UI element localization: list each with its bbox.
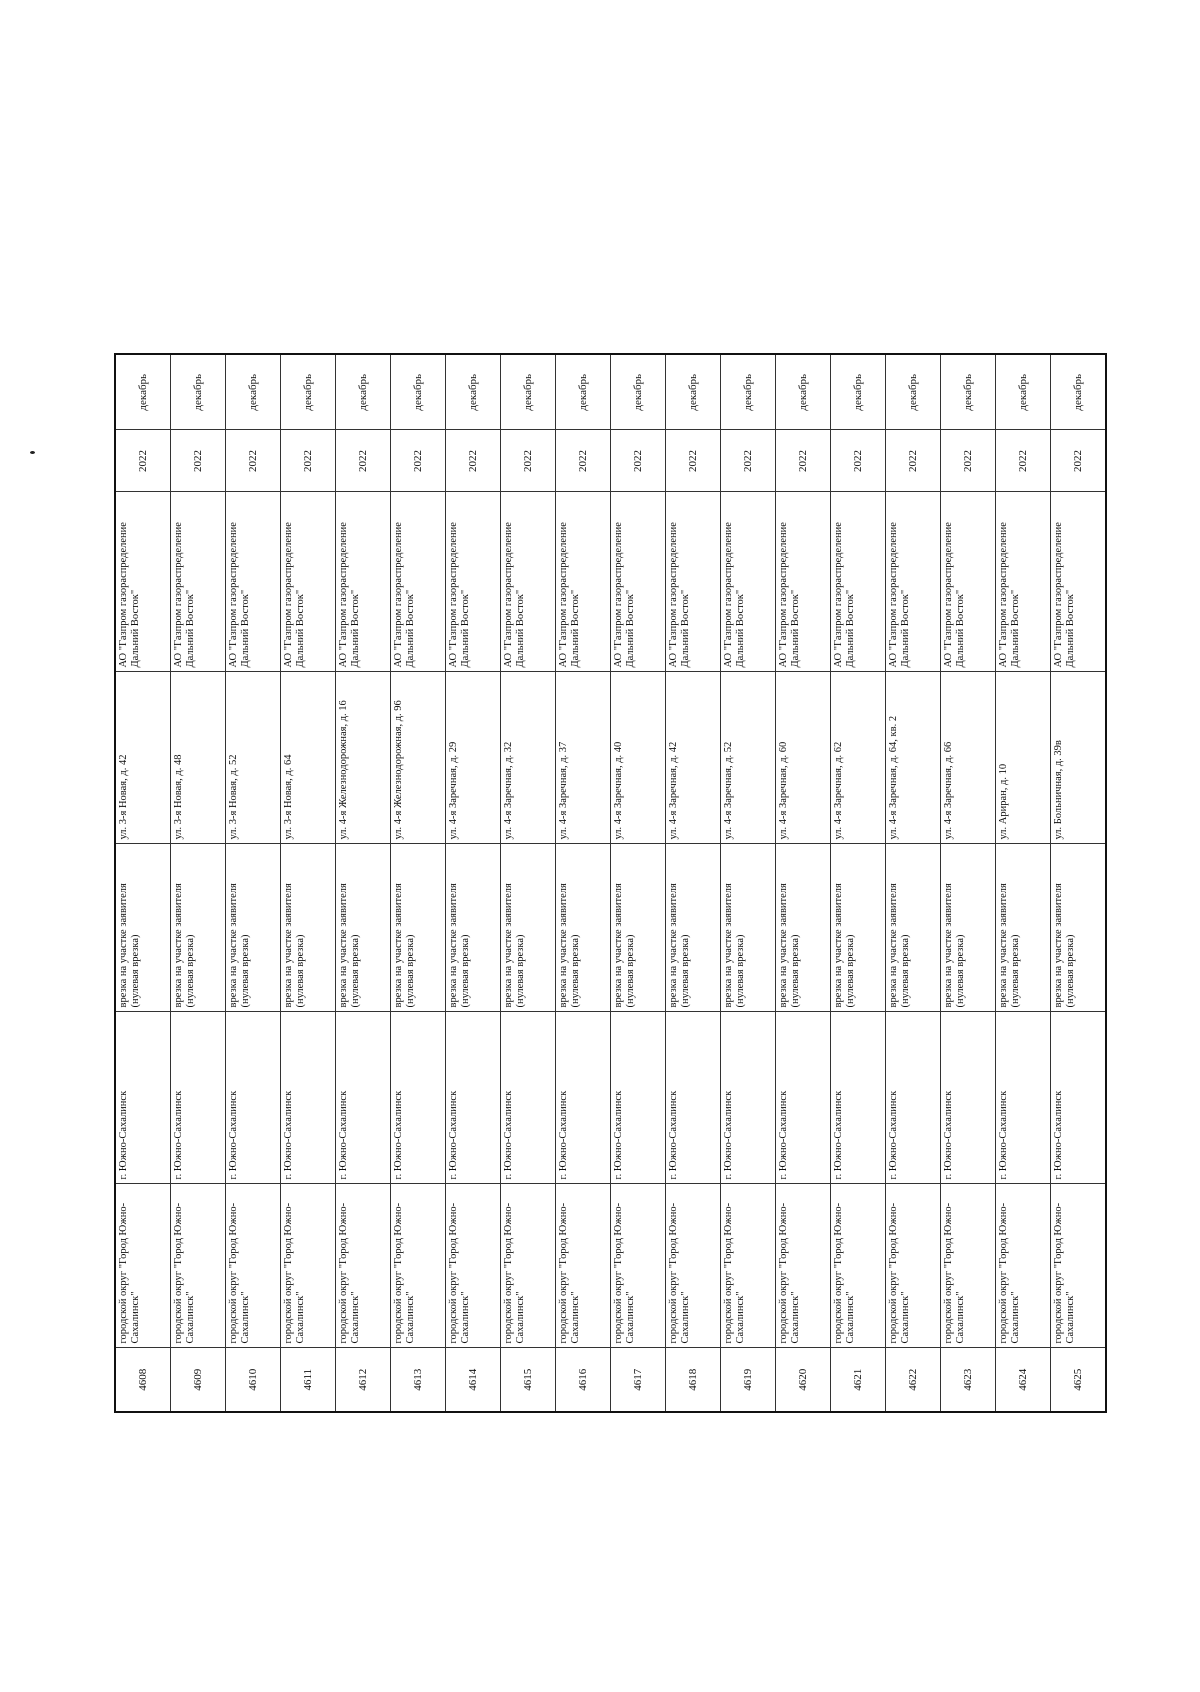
month-cell: декабрь bbox=[886, 354, 941, 430]
work-type-cell: врезка на участке заявителя (нулевая врезка) bbox=[115, 844, 171, 1012]
work-type-cell: врезка на участке заявителя (нулевая врезка) bbox=[721, 844, 776, 1012]
municipality-cell: городской округ "Город Южно-Сахалинск" bbox=[501, 1184, 556, 1348]
table-row bbox=[556, 354, 611, 1412]
work-type-cell: врезка на участке заявителя (нулевая врезка) bbox=[501, 844, 556, 1012]
locality-cell: г. Южно-Сахалинск bbox=[501, 1012, 556, 1184]
row-number: 4615 bbox=[501, 1348, 556, 1412]
address-cell: ул. 4-я Заречная, д. 42 bbox=[666, 672, 721, 844]
address-cell: ул. 4-я Железнодорожная, д. 16 bbox=[336, 672, 391, 844]
month-cell: декабрь bbox=[776, 354, 831, 430]
year-cell: 2022 bbox=[996, 430, 1051, 492]
organization-cell: АО "Газпром газораспределение Дальний Восток" bbox=[501, 492, 556, 672]
row-number: 4618 bbox=[666, 1348, 721, 1412]
municipality-cell: городской округ "Город Южно-Сахалинск" bbox=[391, 1184, 446, 1348]
locality-cell: г. Южно-Сахалинск bbox=[171, 1012, 226, 1184]
row-number: 4613 bbox=[391, 1348, 446, 1412]
month-cell: декабрь bbox=[996, 354, 1051, 430]
address-cell: ул. 4-я Заречная, д. 64, кв. 2 bbox=[886, 672, 941, 844]
year-cell: 2022 bbox=[226, 430, 281, 492]
month-cell: декабрь bbox=[501, 354, 556, 430]
municipality-cell: городской округ "Город Южно-Сахалинск" bbox=[776, 1184, 831, 1348]
table-row bbox=[226, 354, 281, 1412]
organization-cell: АО "Газпром газораспределение Дальний Восток" bbox=[556, 492, 611, 672]
month-cell: декабрь bbox=[226, 354, 281, 430]
address-cell: ул. 4-я Заречная, д. 62 bbox=[831, 672, 886, 844]
year-cell: 2022 bbox=[721, 430, 776, 492]
work-type-cell: врезка на участке заявителя (нулевая врезка) bbox=[336, 844, 391, 1012]
table-row bbox=[115, 354, 171, 1412]
locality-cell: г. Южно-Сахалинск bbox=[721, 1012, 776, 1184]
address-cell: ул. 4-я Заречная, д. 32 bbox=[501, 672, 556, 844]
organization-cell: АО "Газпром газораспределение Дальний Восток" bbox=[115, 492, 171, 672]
year-cell: 2022 bbox=[1051, 430, 1107, 492]
year-cell: 2022 bbox=[171, 430, 226, 492]
month-cell: декабрь bbox=[281, 354, 336, 430]
locality-cell: г. Южно-Сахалинск bbox=[226, 1012, 281, 1184]
scan-mark bbox=[30, 451, 35, 454]
gas-connection-registry-table bbox=[114, 353, 1107, 1413]
address-cell: ул. Больничная, д. 39в bbox=[1051, 672, 1107, 844]
work-type-cell: врезка на участке заявителя (нулевая врезка) bbox=[226, 844, 281, 1012]
month-cell: декабрь bbox=[556, 354, 611, 430]
table-row bbox=[611, 354, 666, 1412]
organization-cell: АО "Газпром газораспределение Дальний Восток" bbox=[941, 492, 996, 672]
row-number: 4620 bbox=[776, 1348, 831, 1412]
table-row bbox=[831, 354, 886, 1412]
month-cell: декабрь bbox=[666, 354, 721, 430]
table-row bbox=[941, 354, 996, 1412]
row-number: 4622 bbox=[886, 1348, 941, 1412]
municipality-cell: городской округ "Город Южно-Сахалинск" bbox=[666, 1184, 721, 1348]
table-row bbox=[171, 354, 226, 1412]
organization-cell: АО "Газпром газораспределение Дальний Восток" bbox=[171, 492, 226, 672]
address-cell: ул. 3-я Новая, д. 48 bbox=[171, 672, 226, 844]
locality-cell: г. Южно-Сахалинск bbox=[611, 1012, 666, 1184]
municipality-cell: городской округ "Город Южно-Сахалинск" bbox=[336, 1184, 391, 1348]
year-cell: 2022 bbox=[501, 430, 556, 492]
year-cell: 2022 bbox=[115, 430, 171, 492]
year-cell: 2022 bbox=[336, 430, 391, 492]
municipality-cell: городской округ "Город Южно-Сахалинск" bbox=[226, 1184, 281, 1348]
row-number: 4608 bbox=[115, 1348, 171, 1412]
address-cell: ул. 4-я Железнодорожная, д. 96 bbox=[391, 672, 446, 844]
year-cell: 2022 bbox=[446, 430, 501, 492]
locality-cell: г. Южно-Сахалинск bbox=[115, 1012, 171, 1184]
row-number: 4609 bbox=[171, 1348, 226, 1412]
year-cell: 2022 bbox=[666, 430, 721, 492]
municipality-cell: городской округ "Город Южно-Сахалинск" bbox=[721, 1184, 776, 1348]
table-row bbox=[501, 354, 556, 1412]
year-cell: 2022 bbox=[281, 430, 336, 492]
row-number: 4624 bbox=[996, 1348, 1051, 1412]
organization-cell: АО "Газпром газораспределение Дальний Восток" bbox=[226, 492, 281, 672]
month-cell: декабрь bbox=[115, 354, 171, 430]
locality-cell: г. Южно-Сахалинск bbox=[556, 1012, 611, 1184]
locality-cell: г. Южно-Сахалинск bbox=[336, 1012, 391, 1184]
year-cell: 2022 bbox=[776, 430, 831, 492]
work-type-cell: врезка на участке заявителя (нулевая врезка) bbox=[446, 844, 501, 1012]
locality-cell: г. Южно-Сахалинск bbox=[776, 1012, 831, 1184]
table-row bbox=[666, 354, 721, 1412]
organization-cell: АО "Газпром газораспределение Дальний Восток" bbox=[1051, 492, 1107, 672]
municipality-cell: городской округ "Город Южно-Сахалинск" bbox=[115, 1184, 171, 1348]
organization-cell: АО "Газпром газораспределение Дальний Восток" bbox=[391, 492, 446, 672]
address-cell: ул. 4-я Заречная, д. 66 bbox=[941, 672, 996, 844]
month-cell: декабрь bbox=[721, 354, 776, 430]
row-number: 4619 bbox=[721, 1348, 776, 1412]
month-cell: декабрь bbox=[611, 354, 666, 430]
locality-cell: г. Южно-Сахалинск bbox=[886, 1012, 941, 1184]
work-type-cell: врезка на участке заявителя (нулевая врезка) bbox=[996, 844, 1051, 1012]
organization-cell: АО "Газпром газораспределение Дальний Восток" bbox=[446, 492, 501, 672]
table-row bbox=[996, 354, 1051, 1412]
row-number: 4617 bbox=[611, 1348, 666, 1412]
row-number: 4614 bbox=[446, 1348, 501, 1412]
municipality-cell: городской округ "Город Южно-Сахалинск" bbox=[281, 1184, 336, 1348]
organization-cell: АО "Газпром газораспределение Дальний Восток" bbox=[996, 492, 1051, 672]
address-cell: ул. 4-я Заречная, д. 60 bbox=[776, 672, 831, 844]
address-cell: ул. Ариран, д. 10 bbox=[996, 672, 1051, 844]
locality-cell: г. Южно-Сахалинск bbox=[446, 1012, 501, 1184]
year-cell: 2022 bbox=[941, 430, 996, 492]
registry-table-container bbox=[114, 355, 1084, 1413]
year-cell: 2022 bbox=[831, 430, 886, 492]
locality-cell: г. Южно-Сахалинск bbox=[281, 1012, 336, 1184]
table-row bbox=[446, 354, 501, 1412]
table-row bbox=[336, 354, 391, 1412]
locality-cell: г. Южно-Сахалинск bbox=[941, 1012, 996, 1184]
organization-cell: АО "Газпром газораспределение Дальний Восток" bbox=[336, 492, 391, 672]
table-row bbox=[391, 354, 446, 1412]
table-row bbox=[886, 354, 941, 1412]
municipality-cell: городской округ "Город Южно-Сахалинск" bbox=[831, 1184, 886, 1348]
locality-cell: г. Южно-Сахалинск bbox=[666, 1012, 721, 1184]
address-cell: ул. 3-я Новая, д. 64 bbox=[281, 672, 336, 844]
work-type-cell: врезка на участке заявителя (нулевая врезка) bbox=[886, 844, 941, 1012]
month-cell: декабрь bbox=[446, 354, 501, 430]
municipality-cell: городской округ "Город Южно-Сахалинск" bbox=[446, 1184, 501, 1348]
row-number: 4621 bbox=[831, 1348, 886, 1412]
table-row bbox=[776, 354, 831, 1412]
address-cell: ул. 3-я Новая, д. 42 bbox=[115, 672, 171, 844]
municipality-cell: городской округ "Город Южно-Сахалинск" bbox=[556, 1184, 611, 1348]
year-cell: 2022 bbox=[611, 430, 666, 492]
year-cell: 2022 bbox=[391, 430, 446, 492]
organization-cell: АО "Газпром газораспределение Дальний Восток" bbox=[666, 492, 721, 672]
year-cell: 2022 bbox=[886, 430, 941, 492]
locality-cell: г. Южно-Сахалинск bbox=[391, 1012, 446, 1184]
row-number: 4625 bbox=[1051, 1348, 1107, 1412]
address-cell: ул. 3-я Новая, д. 52 bbox=[226, 672, 281, 844]
municipality-cell: городской округ "Город Южно-Сахалинск" bbox=[941, 1184, 996, 1348]
month-cell: декабрь bbox=[831, 354, 886, 430]
address-cell: ул. 4-я Заречная, д. 52 bbox=[721, 672, 776, 844]
municipality-cell: городской округ "Город Южно-Сахалинск" bbox=[996, 1184, 1051, 1348]
municipality-cell: городской округ "Город Южно-Сахалинск" bbox=[886, 1184, 941, 1348]
organization-cell: АО "Газпром газораспределение Дальний Восток" bbox=[776, 492, 831, 672]
address-cell: ул. 4-я Заречная, д. 29 bbox=[446, 672, 501, 844]
table-row bbox=[721, 354, 776, 1412]
work-type-cell: врезка на участке заявителя (нулевая врезка) bbox=[556, 844, 611, 1012]
locality-cell: г. Южно-Сахалинск bbox=[996, 1012, 1051, 1184]
municipality-cell: городской округ "Город Южно-Сахалинск" bbox=[171, 1184, 226, 1348]
municipality-cell: городской округ "Город Южно-Сахалинск" bbox=[1051, 1184, 1107, 1348]
row-number: 4610 bbox=[226, 1348, 281, 1412]
row-number: 4616 bbox=[556, 1348, 611, 1412]
municipality-cell: городской округ "Город Южно-Сахалинск" bbox=[611, 1184, 666, 1348]
work-type-cell: врезка на участке заявителя (нулевая врезка) bbox=[611, 844, 666, 1012]
table-row bbox=[281, 354, 336, 1412]
organization-cell: АО "Газпром газораспределение Дальний Восток" bbox=[831, 492, 886, 672]
locality-cell: г. Южно-Сахалинск bbox=[831, 1012, 886, 1184]
locality-cell: г. Южно-Сахалинск bbox=[1051, 1012, 1107, 1184]
work-type-cell: врезка на участке заявителя (нулевая врезка) bbox=[776, 844, 831, 1012]
year-cell: 2022 bbox=[556, 430, 611, 492]
work-type-cell: врезка на участке заявителя (нулевая врезка) bbox=[281, 844, 336, 1012]
work-type-cell: врезка на участке заявителя (нулевая врезка) bbox=[831, 844, 886, 1012]
work-type-cell: врезка на участке заявителя (нулевая врезка) bbox=[171, 844, 226, 1012]
organization-cell: АО "Газпром газораспределение Дальний Восток" bbox=[281, 492, 336, 672]
row-number: 4612 bbox=[336, 1348, 391, 1412]
month-cell: декабрь bbox=[391, 354, 446, 430]
address-cell: ул. 4-я Заречная, д. 40 bbox=[611, 672, 666, 844]
registry-table-body bbox=[115, 354, 1106, 1412]
address-cell: ул. 4-я Заречная, д. 37 bbox=[556, 672, 611, 844]
month-cell: декабрь bbox=[1051, 354, 1107, 430]
organization-cell: АО "Газпром газораспределение Дальний Восток" bbox=[886, 492, 941, 672]
work-type-cell: врезка на участке заявителя (нулевая врезка) bbox=[1051, 844, 1107, 1012]
month-cell: декабрь bbox=[336, 354, 391, 430]
row-number: 4623 bbox=[941, 1348, 996, 1412]
month-cell: декабрь bbox=[941, 354, 996, 430]
organization-cell: АО "Газпром газораспределение Дальний Восток" bbox=[721, 492, 776, 672]
table-row bbox=[1051, 354, 1107, 1412]
work-type-cell: врезка на участке заявителя (нулевая врезка) bbox=[666, 844, 721, 1012]
row-number: 4611 bbox=[281, 1348, 336, 1412]
work-type-cell: врезка на участке заявителя (нулевая врезка) bbox=[391, 844, 446, 1012]
month-cell: декабрь bbox=[171, 354, 226, 430]
organization-cell: АО "Газпром газораспределение Дальний Восток" bbox=[611, 492, 666, 672]
work-type-cell: врезка на участке заявителя (нулевая врезка) bbox=[941, 844, 996, 1012]
